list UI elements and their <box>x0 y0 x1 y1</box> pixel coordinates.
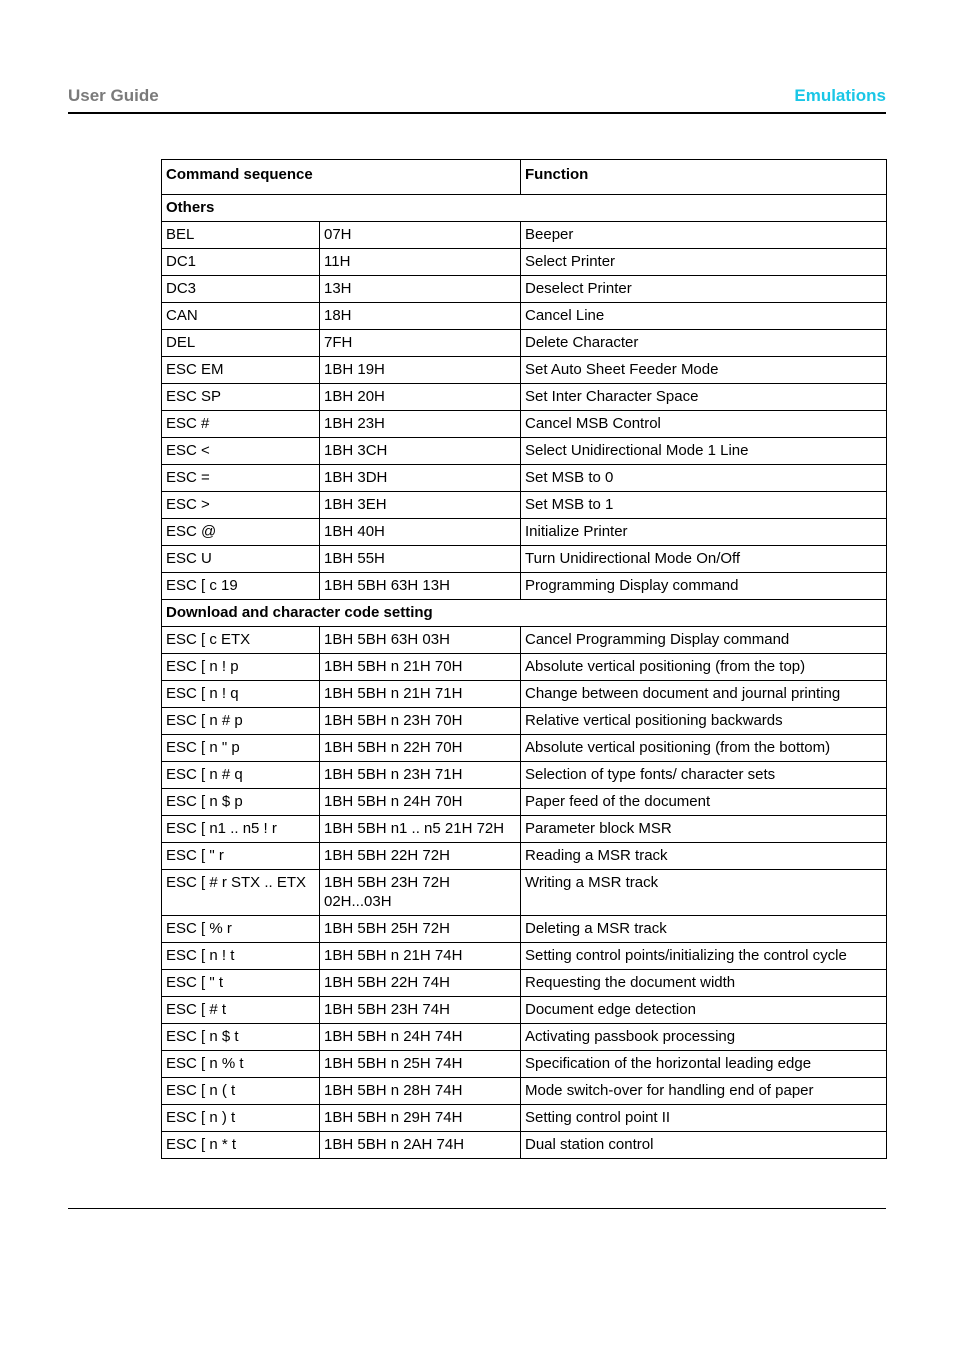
column-header-command: Command sequence <box>162 160 521 195</box>
function-cell: Initialize Printer <box>521 519 887 546</box>
command-cell: ESC > <box>162 492 320 519</box>
hex-code-cell: 1BH 19H <box>320 357 521 384</box>
command-cell: ESC [ c ETX <box>162 627 320 654</box>
function-cell: Cancel Programming Display command <box>521 627 887 654</box>
hex-code-cell: 1BH 5BH 22H 72H <box>320 843 521 870</box>
hex-code-cell: 11H <box>320 249 521 276</box>
function-cell: Absolute vertical positioning (from the top) <box>521 654 887 681</box>
command-cell: ESC [ " r <box>162 843 320 870</box>
function-cell: Set MSB to 0 <box>521 465 887 492</box>
command-table <box>161 159 887 1159</box>
table-row <box>162 438 887 465</box>
hex-code-cell: 1BH 5BH n 25H 74H <box>320 1051 521 1078</box>
hex-code-cell: 1BH 5BH n 23H 70H <box>320 708 521 735</box>
table-row <box>162 943 887 970</box>
function-cell: Delete Character <box>521 330 887 357</box>
command-cell: DC1 <box>162 249 320 276</box>
table-row <box>162 789 887 816</box>
table-row <box>162 249 887 276</box>
function-cell: Relative vertical positioning backwards <box>521 708 887 735</box>
header-divider <box>68 112 886 114</box>
hex-code-cell: 07H <box>320 222 521 249</box>
hex-code-cell: 1BH 5BH n 22H 70H <box>320 735 521 762</box>
table-row <box>162 1132 887 1159</box>
table-row <box>162 1105 887 1132</box>
function-cell: Setting control point II <box>521 1105 887 1132</box>
table-row <box>162 970 887 997</box>
table-row <box>162 1024 887 1051</box>
hex-code-cell: 13H <box>320 276 521 303</box>
hex-code-cell: 1BH 5BH n 24H 70H <box>320 789 521 816</box>
table-body <box>162 195 887 1159</box>
hex-code-cell: 1BH 5BH n 23H 71H <box>320 762 521 789</box>
hex-code-cell: 1BH 40H <box>320 519 521 546</box>
table-row <box>162 276 887 303</box>
function-cell: Activating passbook processing <box>521 1024 887 1051</box>
hex-code-cell: 1BH 55H <box>320 546 521 573</box>
function-cell: Cancel Line <box>521 303 887 330</box>
command-cell: ESC EM <box>162 357 320 384</box>
command-cell: ESC [ # t <box>162 997 320 1024</box>
function-cell: Selection of type fonts/ character sets <box>521 762 887 789</box>
table-row <box>162 330 887 357</box>
hex-code-cell: 1BH 5BH n 21H 74H <box>320 943 521 970</box>
hex-code-cell: 1BH 5BH 23H 72H 02H...03H <box>320 870 521 916</box>
command-cell: ESC [ " t <box>162 970 320 997</box>
command-cell: ESC = <box>162 465 320 492</box>
header-title-right: Emulations <box>794 86 886 105</box>
command-cell: ESC [ n ! t <box>162 943 320 970</box>
hex-code-cell: 7FH <box>320 330 521 357</box>
hex-code-cell: 1BH 5BH n 24H 74H <box>320 1024 521 1051</box>
function-cell: Setting control points/initializing the control cycle <box>521 943 887 970</box>
section-row <box>162 195 887 222</box>
table-row <box>162 708 887 735</box>
function-cell: Select Unidirectional Mode 1 Line <box>521 438 887 465</box>
command-cell: DEL <box>162 330 320 357</box>
table-row <box>162 222 887 249</box>
function-cell: Change between document and journal printing <box>521 681 887 708</box>
command-cell: ESC U <box>162 546 320 573</box>
hex-code-cell: 1BH 20H <box>320 384 521 411</box>
function-cell: Paper feed of the document <box>521 789 887 816</box>
table-row <box>162 654 887 681</box>
table-row <box>162 681 887 708</box>
hex-code-cell: 1BH 5BH n 21H 70H <box>320 654 521 681</box>
function-cell: Programming Display command <box>521 573 887 600</box>
function-cell: Specification of the horizontal leading edge <box>521 1051 887 1078</box>
hex-code-cell: 1BH 5BH n1 .. n5 21H 72H <box>320 816 521 843</box>
function-cell: Parameter block MSR <box>521 816 887 843</box>
command-cell: ESC [ n ( t <box>162 1078 320 1105</box>
command-cell: ESC [ n # p <box>162 708 320 735</box>
table-row <box>162 627 887 654</box>
command-cell: ESC [ # r STX .. ETX <box>162 870 320 916</box>
table-row <box>162 465 887 492</box>
command-cell: ESC # <box>162 411 320 438</box>
section-row <box>162 600 887 627</box>
hex-code-cell: 1BH 23H <box>320 411 521 438</box>
hex-code-cell: 18H <box>320 303 521 330</box>
command-cell: ESC < <box>162 438 320 465</box>
function-cell: Requesting the document width <box>521 970 887 997</box>
command-cell: ESC [ n # q <box>162 762 320 789</box>
hex-code-cell: 1BH 5BH 25H 72H <box>320 916 521 943</box>
function-cell: Mode switch-over for handling end of paper <box>521 1078 887 1105</box>
table-row <box>162 843 887 870</box>
header-title-left: User Guide <box>68 86 159 105</box>
table-row <box>162 519 887 546</box>
command-cell: ESC [ % r <box>162 916 320 943</box>
section-title: Download and character code setting <box>162 600 887 627</box>
function-cell: Writing a MSR track <box>521 870 887 916</box>
hex-code-cell: 1BH 5BH n 29H 74H <box>320 1105 521 1132</box>
hex-code-cell: 1BH 5BH n 2AH 74H <box>320 1132 521 1159</box>
table-row <box>162 384 887 411</box>
footer-divider <box>68 1208 886 1209</box>
command-cell: CAN <box>162 303 320 330</box>
function-cell: Reading a MSR track <box>521 843 887 870</box>
command-cell: ESC [ n % t <box>162 1051 320 1078</box>
function-cell: Deleting a MSR track <box>521 916 887 943</box>
table-row <box>162 303 887 330</box>
table-row <box>162 1078 887 1105</box>
function-cell: Cancel MSB Control <box>521 411 887 438</box>
column-header-function: Function <box>521 160 887 195</box>
function-cell: Dual station control <box>521 1132 887 1159</box>
function-cell: Select Printer <box>521 249 887 276</box>
command-cell: ESC [ n ! p <box>162 654 320 681</box>
command-cell: ESC [ n $ p <box>162 789 320 816</box>
table-row <box>162 573 887 600</box>
hex-code-cell: 1BH 5BH n 21H 71H <box>320 681 521 708</box>
command-cell: BEL <box>162 222 320 249</box>
table-row <box>162 762 887 789</box>
command-cell: ESC [ n * t <box>162 1132 320 1159</box>
table-row <box>162 411 887 438</box>
table-row <box>162 1051 887 1078</box>
section-title: Others <box>162 195 887 222</box>
table-row <box>162 997 887 1024</box>
hex-code-cell: 1BH 3EH <box>320 492 521 519</box>
function-cell: Set Inter Character Space <box>521 384 887 411</box>
command-cell: ESC [ n ) t <box>162 1105 320 1132</box>
command-cell: ESC [ n1 .. n5 ! r <box>162 816 320 843</box>
table-row <box>162 916 887 943</box>
table-row <box>162 357 887 384</box>
table-row <box>162 735 887 762</box>
function-cell: Absolute vertical positioning (from the bottom) <box>521 735 887 762</box>
table-header-row <box>162 160 887 195</box>
hex-code-cell: 1BH 3DH <box>320 465 521 492</box>
function-cell: Document edge detection <box>521 997 887 1024</box>
function-cell: Beeper <box>521 222 887 249</box>
table-row <box>162 546 887 573</box>
command-cell: DC3 <box>162 276 320 303</box>
function-cell: Set MSB to 1 <box>521 492 887 519</box>
command-cell: ESC [ c 19 <box>162 573 320 600</box>
hex-code-cell: 1BH 5BH 22H 74H <box>320 970 521 997</box>
hex-code-cell: 1BH 3CH <box>320 438 521 465</box>
hex-code-cell: 1BH 5BH 23H 74H <box>320 997 521 1024</box>
hex-code-cell: 1BH 5BH n 28H 74H <box>320 1078 521 1105</box>
hex-code-cell: 1BH 5BH 63H 13H <box>320 573 521 600</box>
command-cell: ESC [ n ! q <box>162 681 320 708</box>
command-cell: ESC [ n $ t <box>162 1024 320 1051</box>
function-cell: Set Auto Sheet Feeder Mode <box>521 357 887 384</box>
command-cell: ESC @ <box>162 519 320 546</box>
function-cell: Turn Unidirectional Mode On/Off <box>521 546 887 573</box>
command-cell: ESC SP <box>162 384 320 411</box>
table-row <box>162 492 887 519</box>
table-row <box>162 816 887 843</box>
command-cell: ESC [ n " p <box>162 735 320 762</box>
function-cell: Deselect Printer <box>521 276 887 303</box>
hex-code-cell: 1BH 5BH 63H 03H <box>320 627 521 654</box>
table-row <box>162 870 887 916</box>
